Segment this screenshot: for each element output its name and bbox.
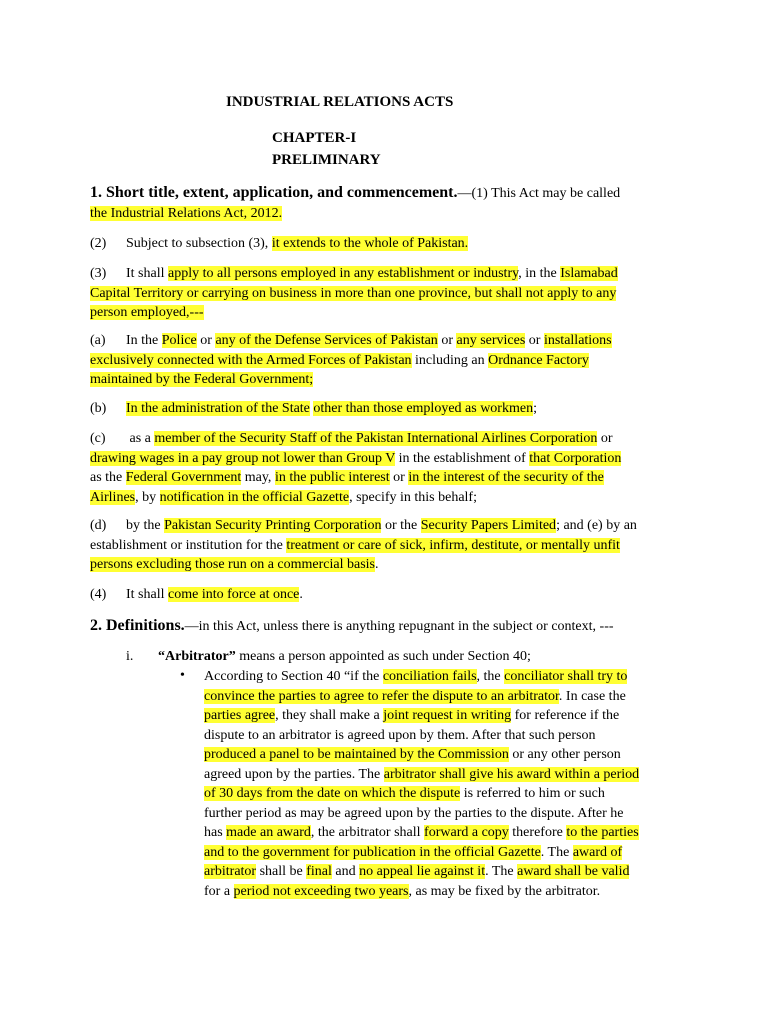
subsection-3: (3) It shall apply to all persons employed in any establishment or industry, in the Islamabad Capital Territory or carrying on business in more than one province, but shall not apply to any person employed,--- [90, 266, 618, 320]
section-1: 1. Short title, extent, application, and commencement.—(1) This Act may be called the Industrial Relations Act, 2012. [90, 184, 621, 221]
definition-i-number: i. [126, 649, 134, 664]
clause-a: (a) In the Police or any of the Defense Services of Pakistan or any services or installations exclusively connected with the Armed Forces of Pakistan including an Ordnance Factory maintained by the Federal Government; [90, 333, 612, 387]
clause-d: (d) by the Pakistan Security Printing Corporation or the Security Papers Limited; and (e) by an establishment or institution for the treatment or care of sick, infirm, destitute, or mentally unfit persons excluding those run on a commercial basis. [90, 518, 637, 572]
document-title: INDUSTRIAL RELATIONS ACTS [226, 94, 454, 110]
subsection-4: (4) It shall come into force at once. [90, 587, 303, 602]
bullet-icon: • [180, 668, 185, 683]
section-1-heading: 1. Short title, extent, application, and commencement. [90, 184, 458, 201]
section-2-heading: 2. Definitions. [90, 617, 185, 634]
chapter-number: CHAPTER-I [272, 130, 357, 146]
chapter-name: PRELIMINARY [272, 152, 381, 168]
clause-c: (c) as a member of the Security Staff of the Pakistan International Airlines Corporation or drawing wages in a pay group not lower than Group V in the establishment of that Corporation as the Federal Government may, in the public interest or in the interest of the security of the Airlines, by notification in the official Gazette, specify in this behalf; [90, 431, 622, 505]
definition-i-detail: According to Section 40 “if the conciliation fails, the conciliator shall try to convince the parties to agree to refer the dispute to an arbitrator. In case the parties agree, they shall make a joint request in writing for reference if the dispute to an arbitrator is agreed upon by them. After that such person produced a panel to be maintained by the Commission or any other person agreed upon by the parties. The arbitrator shall give his award within a period of 30 days from the date on which the dispute is referred to him or such further period as may be agreed upon by the parties to the dispute. After he has made an award, the arbitrator shall forward a copy therefore to the parties and to the government for publication in the official Gazette. The award of arbitrator shall be final and no appeal lie against it. The award shall be valid for a period not exceeding two years, as may be fixed by the arbitrator. [204, 669, 640, 899]
definition-i: “Arbitrator” means a person appointed as such under Section 40; [158, 649, 531, 664]
subsection-2: (2) Subject to subsection (3), it extends to the whole of Pakistan. [90, 236, 469, 251]
section-2: 2. Definitions.—in this Act, unless there is anything repugnant in the subject or context, --- [90, 617, 614, 634]
clause-b: (b) In the administration of the State other than those employed as workmen; [90, 401, 537, 416]
chapter-heading [272, 127, 381, 171]
